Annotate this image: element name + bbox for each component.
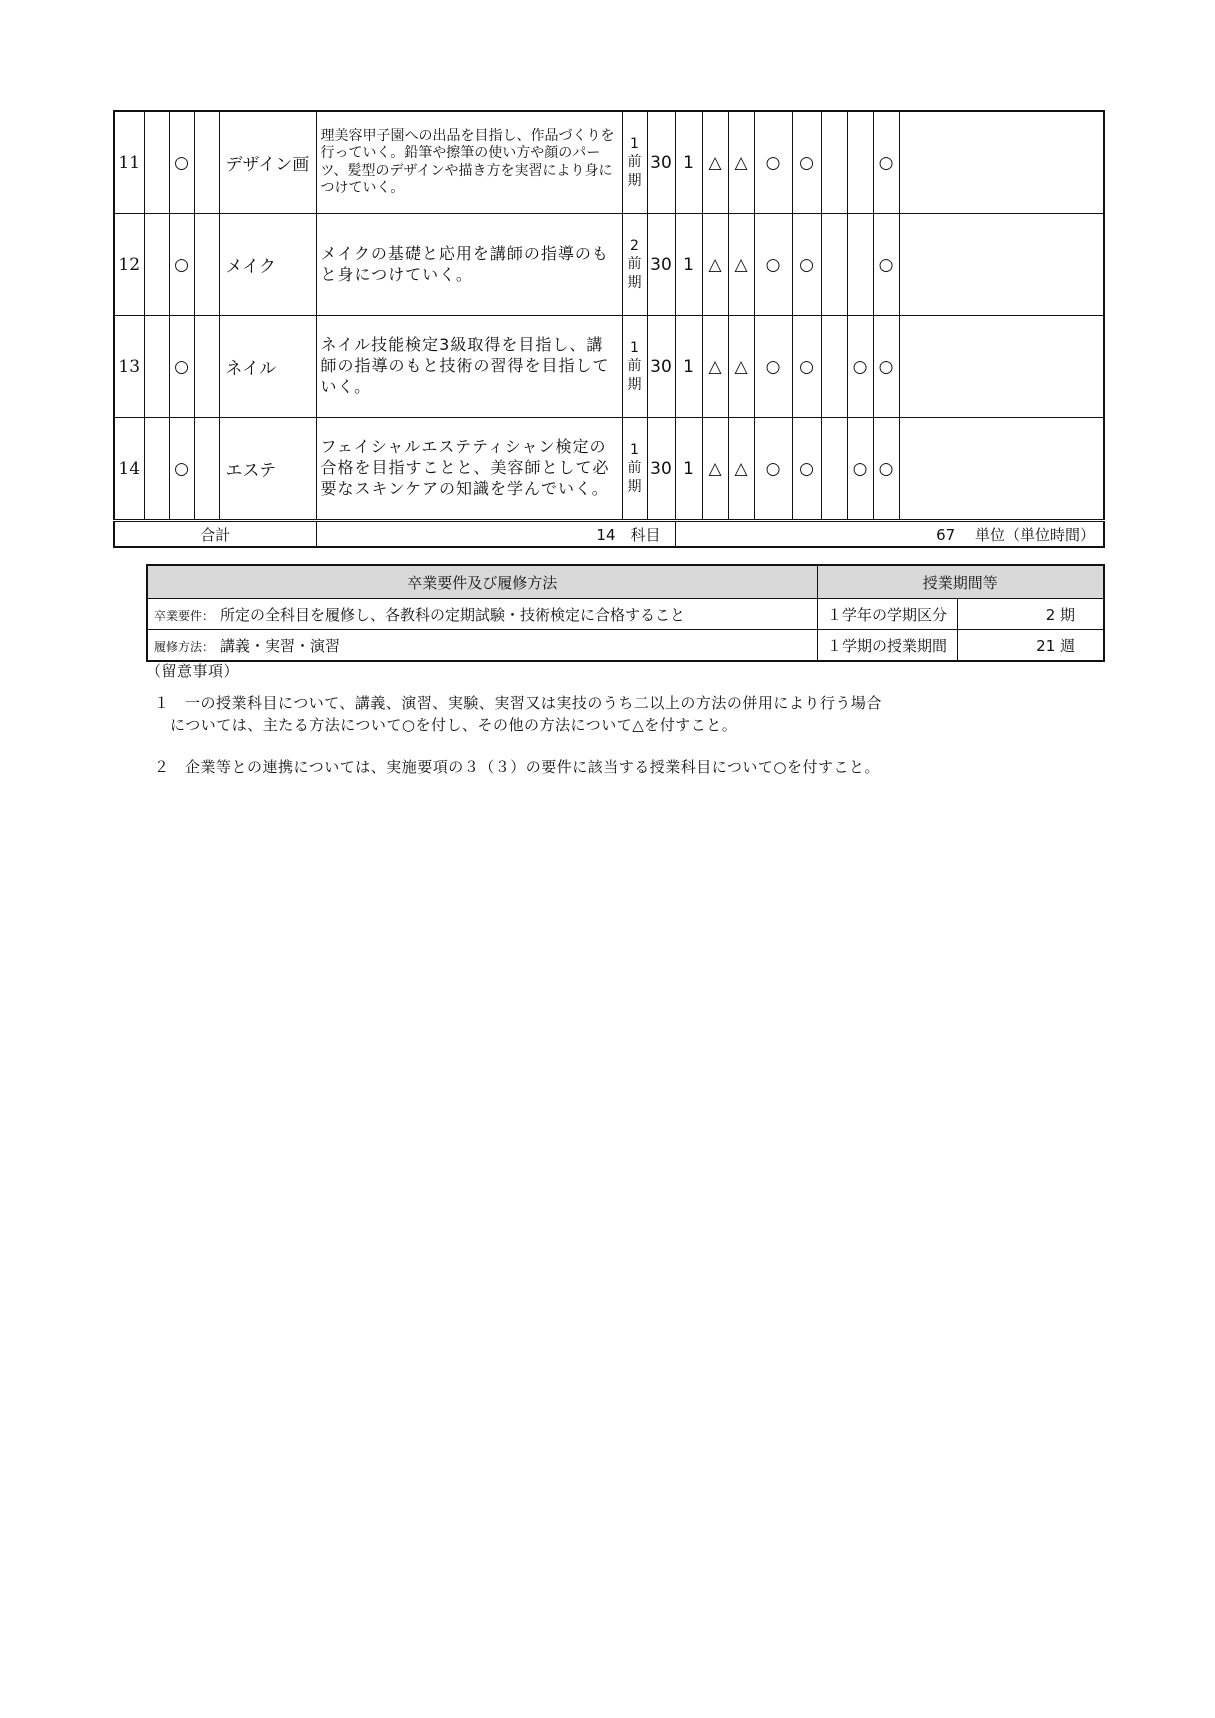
- course-description: 理美容甲子園への出品を目指し、作品づくりを行っていく。鉛筆や擦筆の使い方や顔のパーツ、髪型のデザインや描き方を実習により身につけていく。: [316, 111, 622, 214]
- practitioner-teacher-mark: ○: [873, 316, 899, 418]
- practice-mark: ○: [754, 316, 792, 418]
- elective-required-mark: ○: [169, 214, 194, 316]
- required-mark: [144, 214, 169, 316]
- practitioner-teacher-mark: ○: [873, 111, 899, 214]
- course-name: メイク: [219, 214, 316, 316]
- elective-required-mark: ○: [169, 316, 194, 418]
- elective-mark: [194, 418, 219, 521]
- practice-mark: ○: [754, 111, 792, 214]
- elective-required-mark: ○: [169, 111, 194, 214]
- notes-title: （留意事項）: [146, 662, 240, 680]
- course-number: 12: [114, 214, 144, 316]
- seminar-mark: △: [728, 316, 754, 418]
- total-units: 67 単位（単位時間）: [675, 521, 1104, 548]
- course-description: メイクの基礎と応用を講師の指導のもと身につけていく。: [316, 214, 622, 316]
- required-mark: [144, 418, 169, 521]
- course-number: 14: [114, 418, 144, 521]
- lecture-mark: △: [702, 214, 728, 316]
- term-header: 授業期間等: [817, 565, 1104, 599]
- graduation-table: [146, 564, 1105, 662]
- note-1-line-2: については、主たる方法について○を付し、その他の方法について△を付すこと。: [170, 715, 738, 734]
- full-time-teacher-mark: ○: [847, 316, 873, 418]
- course-units: 1: [675, 418, 702, 521]
- total-row: [114, 521, 1104, 548]
- practice-mark: ○: [754, 418, 792, 521]
- course-name: デザイン画: [219, 111, 316, 214]
- corporate-link-mark: [899, 214, 1104, 316]
- course-hours: 30: [647, 316, 675, 418]
- graduation-header: 卒業要件及び履修方法: [147, 565, 817, 599]
- elective-mark: [194, 316, 219, 418]
- lecture-mark: △: [702, 418, 728, 521]
- off-campus-mark: [821, 418, 847, 521]
- on-campus-mark: ○: [792, 111, 821, 214]
- required-mark: [144, 316, 169, 418]
- study-method: [147, 630, 817, 662]
- elective-mark: [194, 111, 219, 214]
- full-time-teacher-mark: [847, 111, 873, 214]
- on-campus-mark: ○: [792, 316, 821, 418]
- graduation-requirement: [147, 599, 817, 630]
- note-2: ２ 企業等との連携については、実施要項の３（３）の要件に該当する授業科目について○を付すこと。: [154, 758, 880, 776]
- course-name: エステ: [219, 418, 316, 521]
- practice-mark: ○: [754, 214, 792, 316]
- course-description: フェイシャルエステティシャン検定の合格を目指すことと、美容師として必要なスキンケアの知識を学んでいく。: [316, 418, 622, 521]
- course-description: ネイル技能検定3級取得を目指し、講師の指導のもと技術の習得を目指していく。: [316, 316, 622, 418]
- elective-required-mark: ○: [169, 418, 194, 521]
- full-time-teacher-mark: [847, 214, 873, 316]
- seminar-mark: △: [728, 111, 754, 214]
- course-units: 1: [675, 111, 702, 214]
- on-campus-mark: ○: [792, 418, 821, 521]
- corporate-link-mark: [899, 316, 1104, 418]
- term-length-value: 21 週: [957, 630, 1104, 662]
- term-length-label: １学期の授業期間: [817, 630, 957, 662]
- total-subjects: 14 科目: [316, 521, 675, 548]
- off-campus-mark: [821, 214, 847, 316]
- course-table: [113, 110, 1105, 548]
- note-1-line-1: １ 一の授業科目について、講義、演習、実験、実習又は実技のうち二以上の方法の併用により行う場合: [154, 694, 882, 712]
- required-mark: [144, 111, 169, 214]
- corporate-link-mark: [899, 418, 1104, 521]
- course-row: [114, 111, 1104, 214]
- total-label: 合計: [114, 521, 316, 548]
- seminar-mark: △: [728, 418, 754, 521]
- course-term: 2前期: [622, 214, 647, 316]
- requirement-text: 所定の全科目を履修し、各教科の定期試験・技術検定に合格すること: [220, 605, 686, 624]
- course-units: 1: [675, 316, 702, 418]
- full-time-teacher-mark: ○: [847, 418, 873, 521]
- course-row: [114, 316, 1104, 418]
- course-hours: 30: [647, 111, 675, 214]
- practitioner-teacher-mark: ○: [873, 418, 899, 521]
- course-units: 1: [675, 214, 702, 316]
- requirement-label: 卒業要件：: [154, 608, 215, 623]
- course-term: 1前期: [622, 418, 647, 521]
- course-name: ネイル: [219, 316, 316, 418]
- course-row: [114, 214, 1104, 316]
- method-label: 履修方法：: [154, 639, 215, 654]
- off-campus-mark: [821, 111, 847, 214]
- elective-mark: [194, 214, 219, 316]
- off-campus-mark: [821, 316, 847, 418]
- corporate-link-mark: [899, 111, 1104, 214]
- lecture-mark: △: [702, 316, 728, 418]
- note-1: [154, 693, 1054, 737]
- course-number: 11: [114, 111, 144, 214]
- on-campus-mark: ○: [792, 214, 821, 316]
- practitioner-teacher-mark: ○: [873, 214, 899, 316]
- course-term: 1前期: [622, 111, 647, 214]
- course-hours: 30: [647, 214, 675, 316]
- method-text: 講義・実習・演習: [220, 636, 341, 655]
- course-number: 13: [114, 316, 144, 418]
- course-hours: 30: [647, 418, 675, 521]
- term-division-label: １学年の学期区分: [817, 599, 957, 630]
- seminar-mark: △: [728, 214, 754, 316]
- course-row: [114, 418, 1104, 521]
- course-term: 1前期: [622, 316, 647, 418]
- lecture-mark: △: [702, 111, 728, 214]
- term-division-value: 2 期: [957, 599, 1104, 630]
